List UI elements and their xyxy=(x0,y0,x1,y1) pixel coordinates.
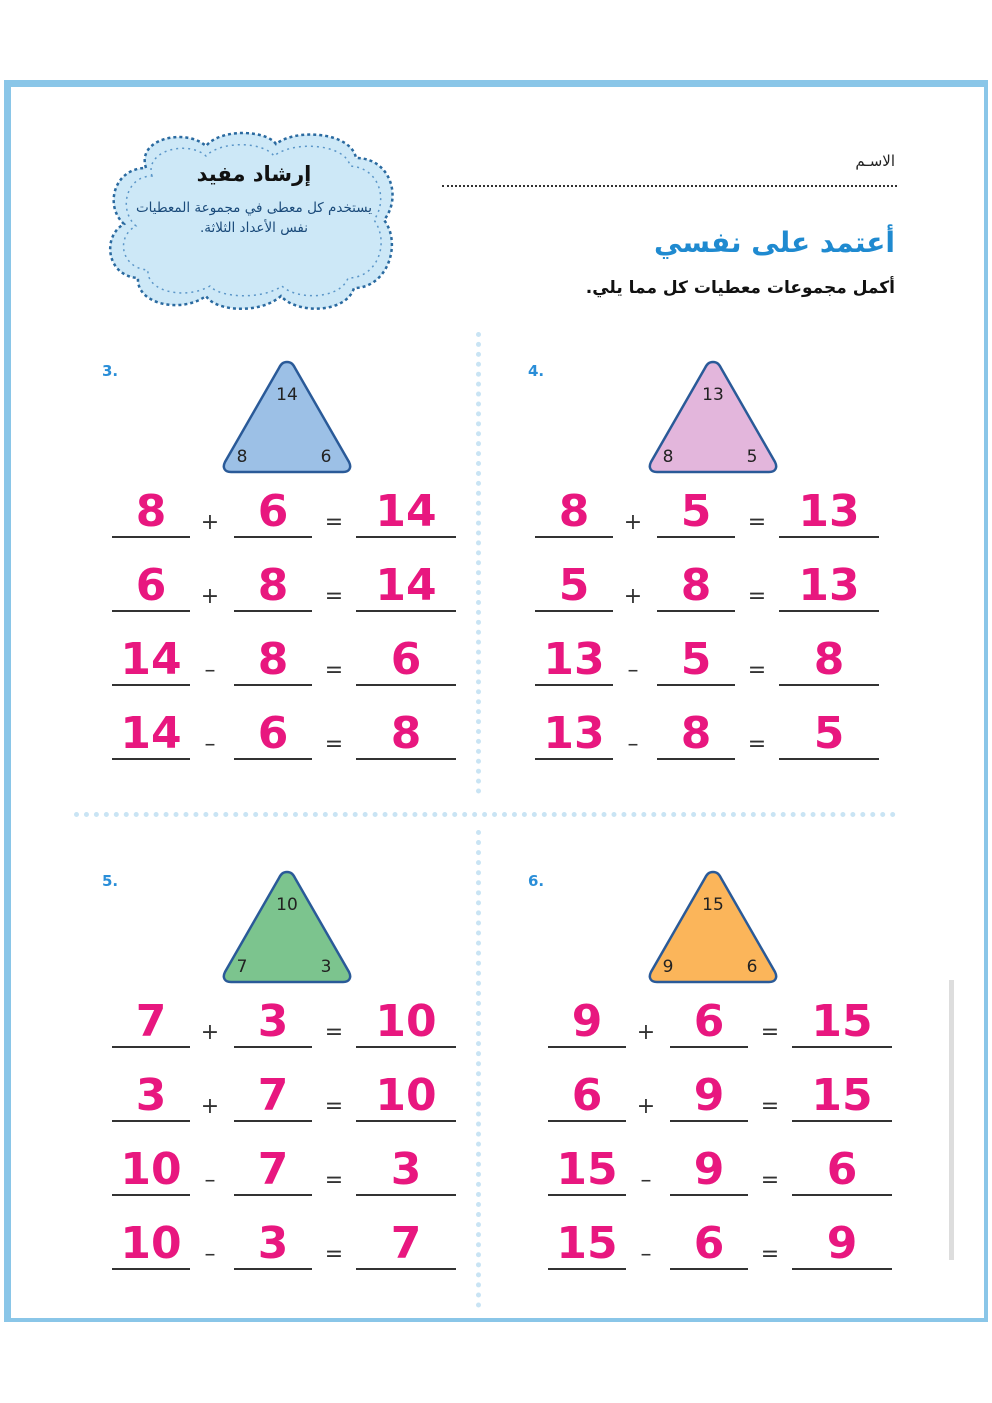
name-label: الاسـم xyxy=(855,152,895,170)
fact-triangle xyxy=(646,868,780,986)
answer-blank-result[interactable]: 13 xyxy=(779,490,879,538)
answer-blank-result[interactable]: 9 xyxy=(792,1222,892,1270)
triangle-top-number: 13 xyxy=(702,385,724,405)
answer-blank-result[interactable]: 7 xyxy=(356,1222,456,1270)
operator-sign: – xyxy=(204,658,216,683)
answer-blank-second[interactable]: 8 xyxy=(657,712,735,760)
equals-sign: = xyxy=(324,510,344,535)
answer-blank-result[interactable]: 10 xyxy=(356,1000,456,1048)
equals-sign: = xyxy=(747,510,767,535)
equals-sign: = xyxy=(760,1242,780,1267)
answer-blank-second[interactable]: 5 xyxy=(657,638,735,686)
answer-blank-first[interactable]: 9 xyxy=(548,1000,626,1048)
answer-blank-first[interactable]: 15 xyxy=(548,1222,626,1270)
answer-blank-first[interactable]: 13 xyxy=(535,712,613,760)
operator-sign: + xyxy=(200,1020,220,1045)
operator-sign: + xyxy=(636,1020,656,1045)
answer-blank-result[interactable]: 8 xyxy=(779,638,879,686)
triangle-left-number: 7 xyxy=(236,957,248,977)
answer-blank-second[interactable]: 6 xyxy=(234,490,312,538)
answer-blank-second[interactable]: 8 xyxy=(234,638,312,686)
answer-blank-result[interactable]: 8 xyxy=(356,712,456,760)
answer-blank-first[interactable]: 13 xyxy=(535,638,613,686)
answer-blank-first[interactable]: 3 xyxy=(112,1074,190,1122)
triangle-left-number: 8 xyxy=(236,447,248,467)
instructions: أكمل مجموعات معطيات كل مما يلي. xyxy=(585,278,895,298)
equals-sign: = xyxy=(747,584,767,609)
equals-sign: = xyxy=(324,658,344,683)
answer-blank-first[interactable]: 14 xyxy=(112,712,190,760)
triangle-right-number: 6 xyxy=(320,447,332,467)
horizontal-divider xyxy=(74,812,896,817)
answer-blank-second[interactable]: 5 xyxy=(657,490,735,538)
answer-blank-result[interactable]: 14 xyxy=(356,490,456,538)
equals-sign: = xyxy=(324,584,344,609)
operator-sign: – xyxy=(640,1168,652,1193)
operator-sign: + xyxy=(200,510,220,535)
answer-blank-second[interactable]: 6 xyxy=(670,1222,748,1270)
tip-title: إرشاد مفيد xyxy=(196,162,312,186)
vertical-divider-bottom xyxy=(476,830,481,1308)
operator-sign: + xyxy=(623,510,643,535)
answer-blank-result[interactable]: 6 xyxy=(356,638,456,686)
answer-blank-first[interactable]: 6 xyxy=(112,564,190,612)
equals-sign: = xyxy=(324,732,344,757)
operator-sign: + xyxy=(623,584,643,609)
triangle-right-number: 3 xyxy=(320,957,332,977)
answer-blank-second[interactable]: 8 xyxy=(657,564,735,612)
answer-blank-result[interactable]: 3 xyxy=(356,1148,456,1196)
problem-number: 3. xyxy=(102,362,119,380)
vertical-divider-top xyxy=(476,332,481,794)
answer-blank-result[interactable]: 15 xyxy=(792,1000,892,1048)
answer-blank-first[interactable]: 6 xyxy=(548,1074,626,1122)
triangle-right-number: 6 xyxy=(746,957,758,977)
problem-number: 6. xyxy=(528,872,545,890)
answer-blank-second[interactable]: 7 xyxy=(234,1074,312,1122)
operator-sign: – xyxy=(204,1242,216,1267)
fact-triangle xyxy=(646,358,780,476)
answer-blank-first[interactable]: 10 xyxy=(112,1222,190,1270)
operator-sign: + xyxy=(200,1094,220,1119)
equals-sign: = xyxy=(747,658,767,683)
answer-blank-first[interactable]: 15 xyxy=(548,1148,626,1196)
equals-sign: = xyxy=(324,1242,344,1267)
answer-blank-first[interactable]: 10 xyxy=(112,1148,190,1196)
triangle-top-number: 10 xyxy=(276,895,298,915)
operator-sign: – xyxy=(204,1168,216,1193)
fact-triangle xyxy=(220,358,354,476)
equals-sign: = xyxy=(324,1168,344,1193)
answer-blank-result[interactable]: 13 xyxy=(779,564,879,612)
problem-number: 5. xyxy=(102,872,119,890)
fact-triangle xyxy=(220,868,354,986)
answer-blank-second[interactable]: 9 xyxy=(670,1074,748,1122)
answer-blank-result[interactable]: 15 xyxy=(792,1074,892,1122)
answer-blank-second[interactable]: 8 xyxy=(234,564,312,612)
equals-sign: = xyxy=(760,1094,780,1119)
tip-body: يستخدم كل معطى في مجموعة المعطيات نفس الأعداد الثلاثة. xyxy=(135,200,373,236)
answer-blank-second[interactable]: 7 xyxy=(234,1148,312,1196)
problem-number: 4. xyxy=(528,362,545,380)
operator-sign: – xyxy=(204,732,216,757)
name-line[interactable] xyxy=(442,185,897,187)
triangle-right-number: 5 xyxy=(746,447,758,467)
answer-blank-first[interactable]: 7 xyxy=(112,1000,190,1048)
answer-blank-second[interactable]: 3 xyxy=(234,1000,312,1048)
equals-sign: = xyxy=(324,1094,344,1119)
answer-blank-result[interactable]: 14 xyxy=(356,564,456,612)
answer-blank-first[interactable]: 14 xyxy=(112,638,190,686)
equals-sign: = xyxy=(747,732,767,757)
side-copyright-text xyxy=(946,980,958,1260)
answer-blank-result[interactable]: 6 xyxy=(792,1148,892,1196)
triangle-left-number: 8 xyxy=(662,447,674,467)
page-title: أعتمد على نفسي xyxy=(654,226,895,259)
operator-sign: – xyxy=(640,1242,652,1267)
answer-blank-result[interactable]: 5 xyxy=(779,712,879,760)
operator-sign: – xyxy=(627,732,639,757)
equals-sign: = xyxy=(324,1020,344,1045)
answer-blank-first[interactable]: 5 xyxy=(535,564,613,612)
operator-sign: + xyxy=(200,584,220,609)
answer-blank-second[interactable]: 3 xyxy=(234,1222,312,1270)
answer-blank-first[interactable]: 8 xyxy=(535,490,613,538)
answer-blank-result[interactable]: 10 xyxy=(356,1074,456,1122)
answer-blank-second[interactable]: 9 xyxy=(670,1148,748,1196)
operator-sign: – xyxy=(627,658,639,683)
answer-blank-first[interactable]: 8 xyxy=(112,490,190,538)
answer-blank-second[interactable]: 6 xyxy=(670,1000,748,1048)
triangle-left-number: 9 xyxy=(662,957,674,977)
equals-sign: = xyxy=(760,1168,780,1193)
equals-sign: = xyxy=(760,1020,780,1045)
answer-blank-second[interactable]: 6 xyxy=(234,712,312,760)
triangle-top-number: 15 xyxy=(702,895,724,915)
triangle-top-number: 14 xyxy=(276,385,298,405)
operator-sign: + xyxy=(636,1094,656,1119)
